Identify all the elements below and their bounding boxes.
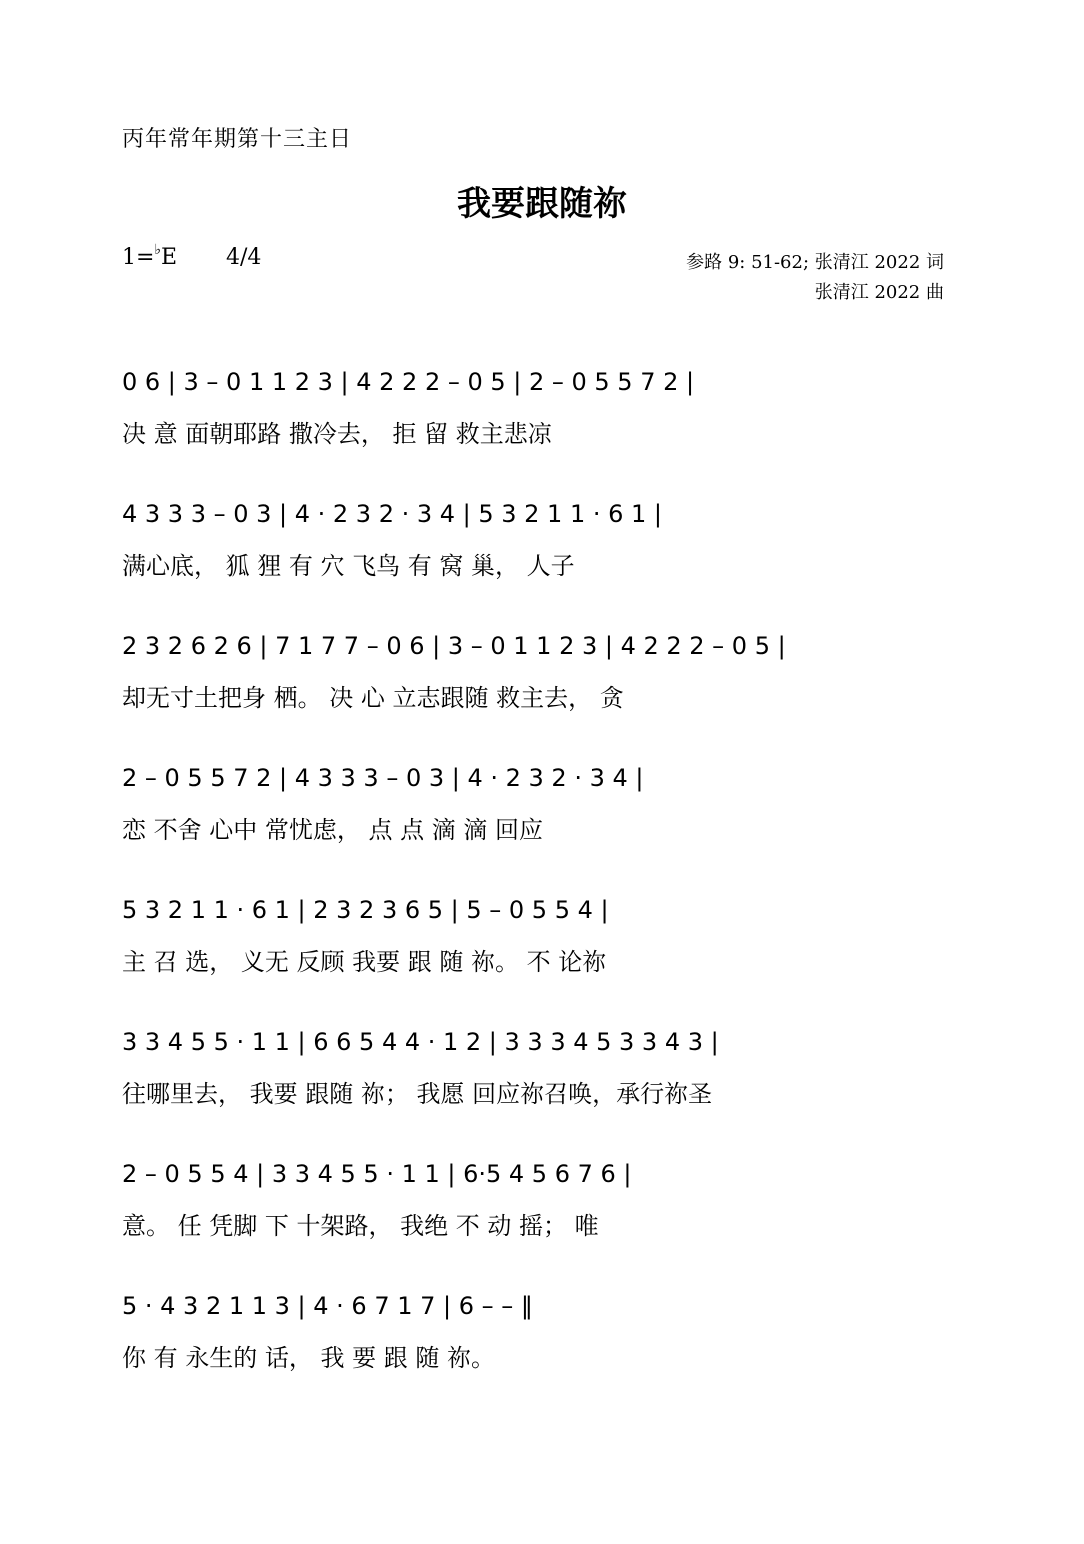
composer-credit: 张清江 2022 曲	[814, 282, 944, 303]
score-system	[122, 1028, 944, 1148]
lyrics-line: 往哪里去， 我要 跟随 祢； 我愿 回应祢召唤，承行祢圣	[122, 1080, 713, 1108]
score-system	[122, 1292, 944, 1412]
lyrics-line: 意。 任 凭脚 下 十架路， 我绝 不 动 摇； 唯	[122, 1212, 599, 1240]
key-signature	[122, 242, 178, 270]
lyrics-line: 你 有 永生的 话， 我 要 跟 随 祢。	[122, 1344, 496, 1372]
notes-line: 5 · 4 3 2 1 1 3 | 4 · 6 7 1 7 | 6 – – ‖	[122, 1292, 533, 1320]
notes-line: 5 3 2 1 1 · 6 1 | 2 3 2 3 6 5 | 5 – 0 5 5 4 |	[122, 896, 609, 924]
credits	[686, 248, 944, 308]
notes-line: 3 3 4 5 5 · 1 1 | 6 6 5 4 4 · 1 2 | 3 3 3 4 5 3 3 4 3 |	[122, 1028, 719, 1056]
lyrics-line: 满心底， 狐 狸 有 穴 飞鸟 有 窝 巢， 人子	[122, 552, 575, 580]
score-system	[122, 1160, 944, 1280]
lyrics-line: 决 意 面朝耶路 撒冷去， 拒 留 救主悲凉	[122, 420, 552, 448]
score-system	[122, 632, 944, 752]
score-system	[122, 896, 944, 1016]
notes-line: 2 3 2 6 2 6 | 7 1 7 7 – 0 6 | 3 – 0 1 1 2 3 | 4 2 2 2 – 0 5 |	[122, 632, 786, 660]
score-system	[122, 500, 944, 620]
sunday-label: 丙年常年期第十三主日	[122, 127, 353, 152]
notes-line: 4 3 3 3 – 0 3 | 4 · 2 3 2 · 3 4 | 5 3 2 1 1 · 6 1 |	[122, 500, 662, 528]
notes-line: 2 – 0 5 5 4 | 3 3 4 5 5 · 1 1 | 6·5 4 5 6 7 6 |	[122, 1160, 632, 1188]
notes-line: 2 – 0 5 5 7 2 | 4 3 3 3 – 0 3 | 4 · 2 3 2 · 3 4 |	[122, 764, 644, 792]
lyrics-line: 却无寸土把身 栖。 决 心 立志跟随 救主去， 贪	[122, 684, 624, 712]
key-prefix: 1=	[122, 245, 155, 270]
score-system	[122, 764, 944, 884]
notes-line: 0 6 | 3 – 0 1 1 2 3 | 4 2 2 2 – 0 5 | 2 – 0 5 5 7 2 |	[122, 368, 695, 396]
flat-sign: ♭	[154, 242, 162, 258]
lyricist-credit: 参路 9: 51-62; 张清江 2022 词	[686, 252, 944, 273]
time-signature: 4/4	[226, 245, 262, 270]
key-note: E	[161, 245, 178, 270]
song-title: 我要跟随祢	[457, 184, 627, 224]
lyrics-line: 恋 不舍 心中 常忧虑， 点 点 滴 滴 回应	[122, 816, 544, 844]
lyrics-line: 主 召 选， 义无 反顾 我要 跟 随 祢。 不 论祢	[122, 948, 607, 976]
score-system	[122, 368, 944, 488]
